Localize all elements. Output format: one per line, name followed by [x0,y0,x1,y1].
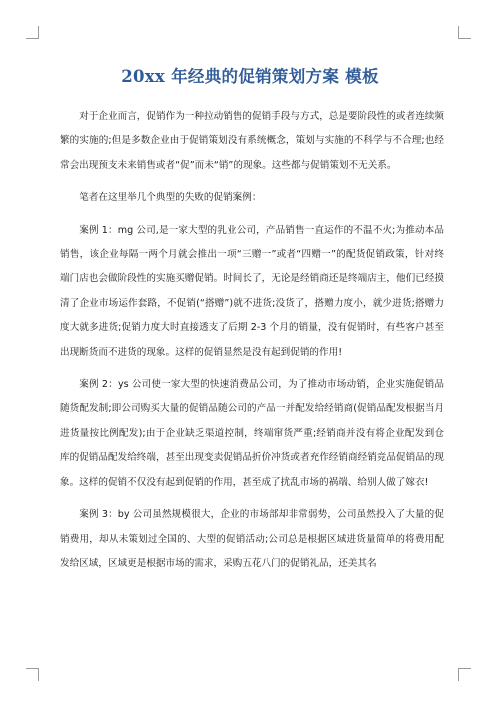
case-2-paragraph: 案例 2：ys 公司使一家大型的快速消费品公司，为了推动市场动销，企业实施促销品随货配发制;即公司购买大量的促销品随公司的产品一并配发给经销商(促销品配发根据当月进货量按比例配发);由于企业缺乏渠道控制，终端窜货严重;经销商并没有将企业配发到仓库的促销品配发给终端，甚至出现变卖促销品折价冲货或者充作经销商经销竞品促销品的现象。这样的促销不仅没有起到促销的作用，甚至成了扰乱市场的祸端、给别人做了嫁衣! [60,379,444,488]
crop-mark-bottom-left [26,668,39,681]
crop-mark-bottom-right [458,668,471,681]
document-title: 20xx 年经典的促销策划方案 模板 [121,67,379,86]
crop-mark-top-right [458,26,471,39]
case-3-paragraph: 案例 3：by 公司虽然规模很大，企业的市场部却非常弱势，公司虽然投入了大量的促销费用，却从未策划过全国的、大型的促销活动;公司总是根据区域进货量简单的将费用配发给区域，区域更是根据市场的需求，采购五花八门的促销礼品，还美其名 [60,509,444,569]
case-1-paragraph: 案例 1：mg 公司,是一家大型的乳业公司，产品销售一直运作的不温不火;为推动本品销售，该企业每隔一两个月就会推出一项“三赠一”或者“四赠一”的配货促销政策，针对终端门店也会做阶段性的实施买赠促销。时间长了，无论是经销商还是终端店主，他们已经摸清了企业市场运作套路，不促销(“搭赠”)就不进货;没货了，搭赠力度小，就少进货;搭赠力度大就多进货;促销力度大时直接透支了后期 2-3 个月的销量，没有促销时，有些客户甚至出现断货而不进货的现象。这样的促销显然是没有起到促销的作用! [60,224,444,358]
cases-lead-paragraph: 笔者在这里举几个典型的失败的促销案例： [79,192,262,204]
intro-paragraph: 对于企业而言，促销作为一种拉动销售的促销手段与方式，总是要阶段性的或者连续频繁的实施的;但是多数企业由于促销策划没有系统概念，策划与实施的不科学与不合理;也经常会出现预支未来销售或者“促”而未“销”的现象。这些都与促销策划不无关系。 [60,111,444,171]
crop-mark-top-left [26,26,39,39]
document-body [60,105,444,584]
